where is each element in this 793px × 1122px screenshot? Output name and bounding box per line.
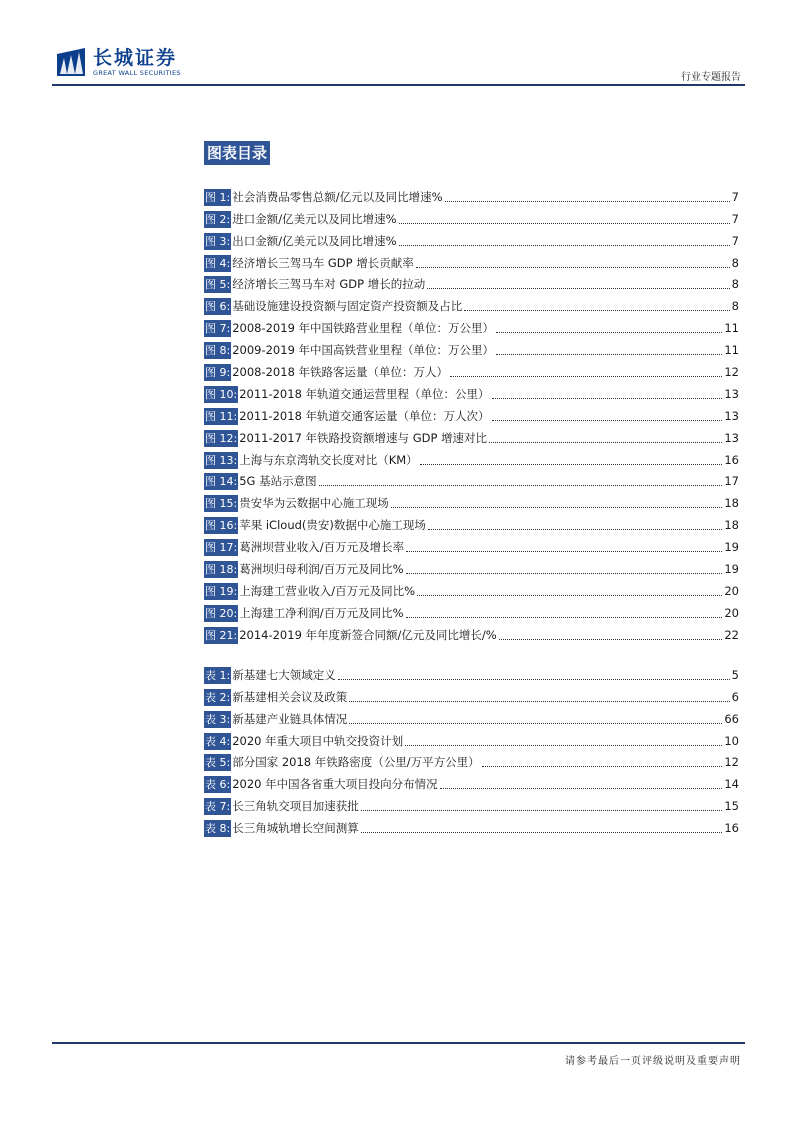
dot-leader <box>399 222 730 224</box>
dot-leader <box>361 831 723 833</box>
toc-entry-page-number[interactable]: 18 <box>724 518 739 533</box>
dot-leader <box>496 331 722 333</box>
toc-entry-title[interactable]: 基础设施建设投资额与固定资产投资额及占比 <box>232 299 463 314</box>
figure-toc-entry[interactable] <box>204 337 739 359</box>
dot-leader <box>406 616 723 618</box>
table-toc-entry[interactable] <box>204 662 739 684</box>
company-logo <box>55 46 181 78</box>
great-wall-logo-icon <box>55 46 87 78</box>
toc-entry-title[interactable]: 2011-2017 年铁路投资额增速与 GDP 增速对比 <box>239 430 488 445</box>
toc-entry-title[interactable]: 上海与东京湾轨交长度对比（KM） <box>239 452 418 467</box>
toc-entry-label: 图 13: <box>205 453 238 467</box>
figure-toc-entry[interactable] <box>204 184 739 206</box>
toc-entry-title[interactable]: 进口金额/亿美元以及同比增速% <box>232 211 397 226</box>
toc-entry-page-number[interactable]: 7 <box>731 233 739 248</box>
toc-entry-page-number[interactable]: 8 <box>731 277 739 292</box>
dot-leader <box>338 678 730 680</box>
dot-leader <box>399 244 730 246</box>
dot-leader <box>319 484 723 486</box>
toc-entry-page-number[interactable]: 8 <box>731 299 739 314</box>
toc-entry-label: 图 19: <box>205 584 238 598</box>
page-header <box>0 0 793 90</box>
section-title: 图表目录 <box>204 141 270 165</box>
toc-entry-page-number[interactable]: 17 <box>724 474 739 489</box>
toc-entry-label: 图 15: <box>205 497 238 511</box>
toc-entry-label: 图 3: <box>205 234 231 248</box>
toc-entry-title[interactable]: 社会消费品零售总额/亿元以及同比增速% <box>232 189 443 204</box>
toc-entry-title[interactable]: 经济增长三驾马车 GDP 增长贡献率 <box>232 255 414 270</box>
toc-entry-label: 表 3: <box>205 712 231 726</box>
toc-entry-page-number[interactable]: 20 <box>724 605 739 620</box>
figure-list <box>204 184 739 644</box>
table-toc-entry[interactable] <box>204 771 739 793</box>
toc-entry-label: 图 5: <box>205 278 231 292</box>
toc-entry-title[interactable]: 上海建工净利润/百万元及同比% <box>239 605 404 620</box>
toc-entry-page-number[interactable]: 11 <box>724 343 739 358</box>
toc-entry-page-number[interactable]: 12 <box>724 755 739 770</box>
dot-leader <box>361 809 723 811</box>
toc-entry-label: 图 11: <box>205 409 238 423</box>
toc-entry-page-number[interactable]: 22 <box>724 627 739 642</box>
toc-entry-title[interactable]: 贵安华为云数据中心施工现场 <box>239 496 389 511</box>
toc-entry-page-number[interactable]: 12 <box>724 365 739 380</box>
toc-entry-title[interactable]: 葛洲坝营业收入/百万元及增长率 <box>239 540 405 555</box>
dot-leader <box>482 765 723 767</box>
logo-chinese-name: 长城证券 <box>93 47 178 69</box>
toc-entry-title[interactable]: 2020 年中国各省重大项目投向分布情况 <box>232 777 438 792</box>
toc-entry-label: 图 9: <box>205 366 231 380</box>
table-toc-entry[interactable] <box>204 706 739 728</box>
toc-entry-label: 图 10: <box>205 387 238 401</box>
toc-entry-page-number[interactable]: 13 <box>724 386 739 401</box>
figure-toc-entry[interactable] <box>204 293 739 315</box>
toc-entry-label: 图 1: <box>205 190 231 204</box>
toc-entry-title[interactable]: 2011-2018 年轨道交通客运量（单位：万人次） <box>239 408 490 423</box>
figure-toc-entry[interactable] <box>204 447 739 469</box>
dot-leader <box>349 700 729 702</box>
figure-toc-entry[interactable] <box>204 512 739 534</box>
table-toc-entry[interactable] <box>204 728 739 750</box>
dot-leader <box>440 787 723 789</box>
toc-entry-page-number[interactable]: 13 <box>724 408 739 423</box>
toc-entry-label: 图 8: <box>205 344 231 358</box>
table-list <box>204 662 739 837</box>
toc-entry-title[interactable]: 上海建工营业收入/百万元及同比% <box>239 583 416 598</box>
toc-entry-page-number[interactable]: 13 <box>724 430 739 445</box>
dot-leader <box>416 266 730 268</box>
logo-english-name: GREAT WALL SECURITIES <box>93 69 181 77</box>
figure-toc-entry[interactable] <box>204 469 739 491</box>
dot-leader <box>450 375 722 377</box>
table-toc-entry[interactable] <box>204 815 739 837</box>
toc-entry-title[interactable]: 2009-2019 年中国高铁营业里程（单位：万公里） <box>232 343 495 358</box>
toc-entry-label: 表 8: <box>205 822 231 836</box>
header-divider <box>52 84 745 86</box>
toc-entry-page-number[interactable]: 19 <box>724 562 739 577</box>
dot-leader <box>489 441 722 443</box>
toc-entry-page-number[interactable]: 14 <box>724 777 739 792</box>
figure-toc-entry[interactable] <box>204 228 739 250</box>
figure-toc-entry[interactable] <box>204 359 739 381</box>
dot-leader <box>499 638 723 640</box>
figure-toc-entry[interactable] <box>204 250 739 272</box>
toc-entry-label: 图 12: <box>205 431 238 445</box>
toc-entry-title[interactable]: 新基建相关会议及政策 <box>232 689 348 704</box>
toc-entry-label: 图 6: <box>205 300 231 314</box>
dot-leader <box>492 397 723 399</box>
dot-leader <box>428 528 722 530</box>
dot-leader <box>405 744 722 746</box>
figure-toc-entry[interactable] <box>204 578 739 600</box>
toc-entry-title[interactable]: 2014-2019 年年度新签合同额/亿元及同比增长/% <box>239 627 497 642</box>
figure-toc-entry[interactable] <box>204 622 739 644</box>
toc-entry-label: 表 6: <box>205 778 231 792</box>
dot-leader <box>427 287 729 289</box>
dot-leader <box>464 309 729 311</box>
toc-entry-title[interactable]: 出口金额/亿美元以及同比增速% <box>232 233 397 248</box>
toc-entry-label: 图 21: <box>205 628 238 642</box>
toc-entry-title[interactable]: 经济增长三驾马车对 GDP 增长的拉动 <box>232 277 426 292</box>
toc-entry-label: 表 4: <box>205 734 231 748</box>
figure-toc-entry[interactable] <box>204 556 739 578</box>
toc-entry-title[interactable]: 葛洲坝归母利润/百万元及同比% <box>239 562 404 577</box>
dot-leader <box>349 722 722 724</box>
figure-toc-entry[interactable] <box>204 315 739 337</box>
toc-entry-page-number[interactable]: 15 <box>724 799 739 814</box>
toc-entry-page-number[interactable]: 18 <box>724 496 739 511</box>
toc-entry-page-number[interactable]: 10 <box>724 733 739 748</box>
toc-entry-page-number[interactable]: 20 <box>724 583 739 598</box>
dot-leader <box>420 463 723 465</box>
toc-entry-page-number[interactable]: 16 <box>724 452 739 467</box>
toc-entry-label: 表 1: <box>205 668 231 682</box>
toc-entry-page-number[interactable]: 11 <box>724 321 739 336</box>
figure-toc-entry[interactable] <box>204 403 739 425</box>
toc-entry-label: 图 17: <box>205 541 238 555</box>
figure-toc-entry[interactable] <box>204 206 739 228</box>
toc-entry-page-number[interactable]: 66 <box>724 711 739 726</box>
toc-entry-title[interactable]: 长三角城轨增长空间测算 <box>232 821 359 836</box>
toc-entry-label: 图 20: <box>205 606 238 620</box>
toc-entry-title[interactable]: 2008-2018 年铁路客运量（单位：万人） <box>232 365 449 380</box>
toc-entry-title[interactable]: 2008-2019 年中国铁路营业里程（单位：万公里） <box>232 321 495 336</box>
toc-entry-title[interactable]: 部分国家 2018 年铁路密度（公里/万平方公里） <box>232 755 480 770</box>
figure-toc-entry[interactable] <box>204 490 739 512</box>
toc-entry-title[interactable]: 5G 基站示意图 <box>239 474 317 489</box>
toc-entry-label: 图 18: <box>205 563 238 577</box>
dot-leader <box>417 594 722 596</box>
footer-disclaimer: 请参考最后一页评级说明及重要声明 <box>565 1056 741 1067</box>
toc-entry-label: 图 4: <box>205 256 231 270</box>
toc-entry-label: 图 14: <box>205 475 238 489</box>
toc-entry-page-number[interactable]: 16 <box>724 821 739 836</box>
toc-entry-title[interactable]: 新基建七大领域定义 <box>232 667 336 682</box>
toc-entry-page-number[interactable]: 7 <box>731 189 739 204</box>
dot-leader <box>391 506 723 508</box>
toc-entry-title[interactable]: 苹果 iCloud(贵安)数据中心施工现场 <box>239 518 426 533</box>
footer-divider <box>52 1042 745 1044</box>
toc-entry-page-number[interactable]: 7 <box>731 211 739 226</box>
figure-toc-entry[interactable] <box>204 425 739 447</box>
toc-entry-label: 表 7: <box>205 800 231 814</box>
dot-leader <box>406 550 722 552</box>
dot-leader <box>406 572 723 574</box>
figure-toc-entry[interactable] <box>204 272 739 294</box>
toc-entry-label: 图 2: <box>205 212 231 226</box>
toc-entry-label: 图 7: <box>205 322 231 336</box>
figure-toc-entry[interactable] <box>204 534 739 556</box>
toc-entry-label: 表 5: <box>205 756 231 770</box>
toc-entry-page-number[interactable]: 5 <box>731 667 739 682</box>
toc-entry-title[interactable]: 2011-2018 年轨道交通运营里程（单位：公里） <box>239 386 490 401</box>
toc-entry-page-number[interactable]: 19 <box>724 540 739 555</box>
toc-entry-label: 图 16: <box>205 519 238 533</box>
toc-entry-page-number[interactable]: 8 <box>731 255 739 270</box>
dot-leader <box>496 353 722 355</box>
toc-entry-title[interactable]: 长三角轨交项目加速获批 <box>232 799 359 814</box>
dot-leader <box>445 200 730 202</box>
toc-entry-label: 表 2: <box>205 690 231 704</box>
toc-entry-title[interactable]: 2020 年重大项目中轨交投资计划 <box>232 733 404 748</box>
toc-entry-title[interactable]: 新基建产业链具体情况 <box>232 711 348 726</box>
document-type: 行业专题报告 <box>681 72 741 83</box>
dot-leader <box>492 419 723 421</box>
table-toc-entry[interactable] <box>204 793 739 815</box>
table-toc-entry[interactable] <box>204 684 739 706</box>
figure-toc-entry[interactable] <box>204 381 739 403</box>
table-toc-entry[interactable] <box>204 750 739 772</box>
figure-toc-entry[interactable] <box>204 600 739 622</box>
toc-entry-page-number[interactable]: 6 <box>731 689 739 704</box>
